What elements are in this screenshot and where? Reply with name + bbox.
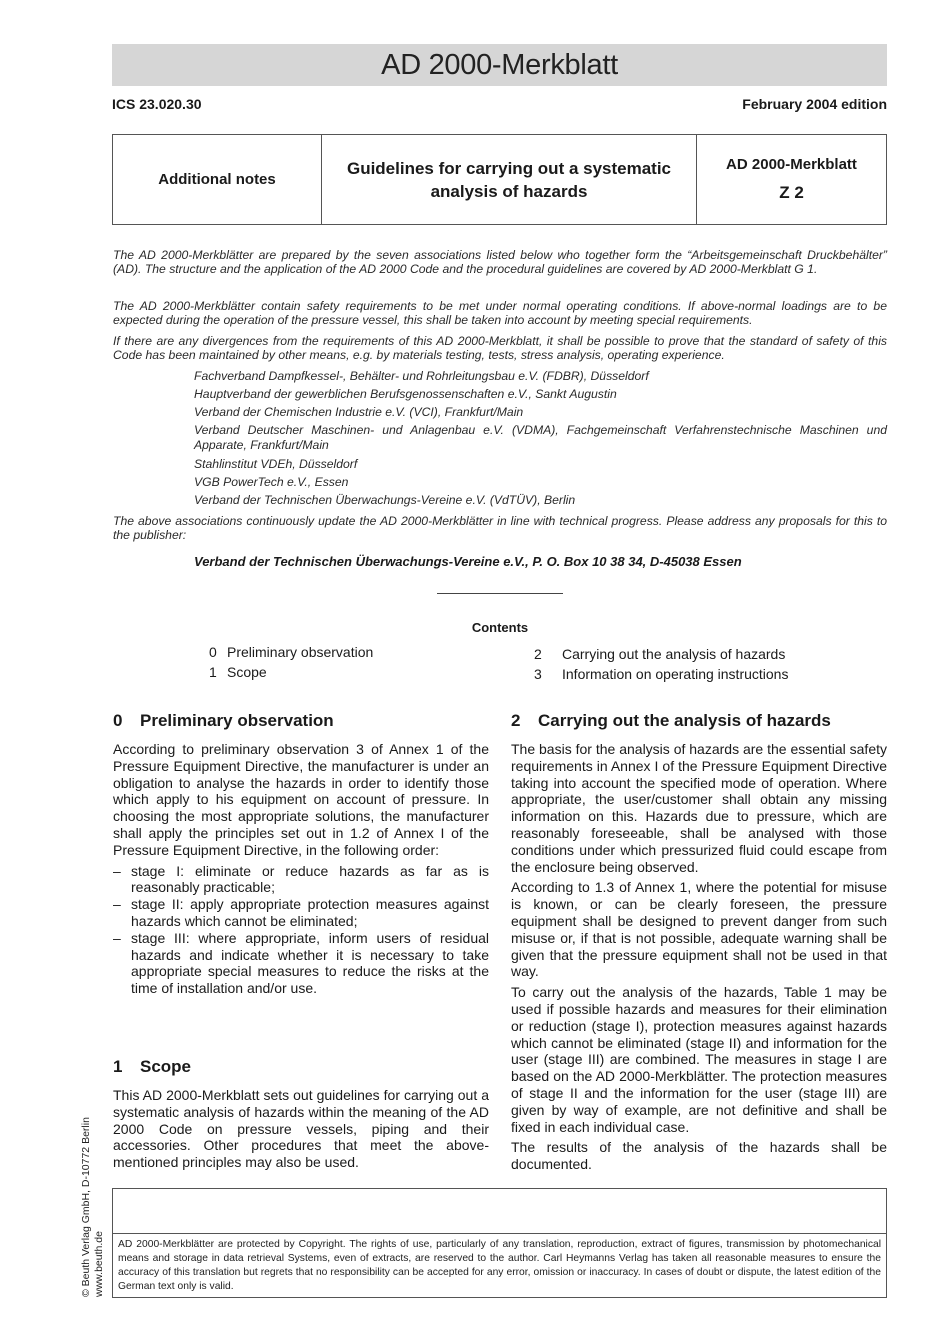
paragraph: To carry out the analysis of the hazards, Table 1 may be used if possible hazards and measures for their elimination or reduction (stage I), protection measures against hazards which cannot be eliminated (stage II) and information for the user (stage III) are combined. The measures in stage I are based on the AD 2000-Merkblätter. The protection measures of stage II and the information for the user (stage III) are given by way of example, are not definitive and shall be fixed in each individual case. bbox=[511, 984, 887, 1135]
paragraph: According to preliminary observation 3 of Annex 1 of the Pressure Equipment Directive, the manufacturer is under an obligation to analyse the hazards in order to identify those which apply to his equipment on account of pressure. In choosing the most appropriate solutions, the manufacturer shall apply the principles set out in 1.2 of Annex I of the Pressure Equipment Directive, in the following order: bbox=[113, 741, 489, 858]
header-code-title: AD 2000-Merkblatt bbox=[726, 156, 857, 173]
association-item: Hauptverband der gewerblichen Berufsgenossenschaften e.V., Sankt Augustin bbox=[194, 387, 617, 401]
toc-item bbox=[209, 642, 373, 662]
toc-number: 1 bbox=[209, 664, 217, 680]
publisher-address: Verband der Technischen Überwachungs-Vereine e.V., P. O. Box 10 38 34, D-45038 Essen bbox=[194, 554, 742, 569]
toc-label: Preliminary observation bbox=[227, 644, 374, 660]
list-item: – stage I: eliminate or reduce hazards as far as is reasonably practicable; bbox=[113, 863, 489, 897]
toc-item bbox=[209, 662, 267, 682]
header-code: Z 2 bbox=[779, 183, 804, 202]
toc-item bbox=[534, 664, 788, 684]
header-category: Additional notes bbox=[113, 135, 322, 224]
header-subject: Guidelines for carrying out a systematic analysis of hazards bbox=[322, 135, 697, 224]
divider bbox=[437, 593, 563, 594]
paragraph: The results of the analysis of the hazards shall be documented. bbox=[511, 1139, 887, 1173]
section-heading bbox=[113, 711, 334, 731]
intro-paragraph: The AD 2000-Merkblätter are prepared by the seven associations listed below who together form the “Arbeitsgemeinschaft Druckbehälter” (AD). The structure and the application of the AD 2000 Code and the procedural guidelines are covered by AD 2000-Merkblatt G 1. bbox=[113, 248, 887, 277]
toc-label: Information on operating instructions bbox=[562, 666, 789, 682]
list-item: – stage III: where appropriate, inform users of residual hazards and indicate whether it is necessary to take appropriate special measures to reduce the risks at the time of installation and/or use. bbox=[113, 930, 489, 997]
title-bar bbox=[112, 44, 887, 86]
section-heading bbox=[113, 1057, 191, 1077]
header-code-cell bbox=[697, 135, 886, 224]
association-item: Verband der Chemischen Industrie e.V. (VCI), Frankfurt/Main bbox=[194, 405, 524, 419]
association-item: Verband Deutscher Maschinen- und Anlagenbau e.V. (VDMA), Fachgemeinschaft Verfahrenstechnische Maschinen und Apparate, Frankfurt/Main bbox=[194, 423, 887, 452]
section-number: 1 bbox=[113, 1057, 123, 1076]
section-body bbox=[113, 1087, 489, 1175]
section-number: 2 bbox=[511, 711, 521, 730]
toc-item bbox=[534, 644, 785, 664]
toc-label: Scope bbox=[227, 664, 267, 680]
contents-title: Contents bbox=[471, 620, 529, 635]
list-item: – stage II: apply appropriate protection measures against hazards which cannot be eliminated; bbox=[113, 896, 489, 930]
publisher-website: www.beuth.de bbox=[93, 1231, 105, 1297]
stage-list bbox=[113, 863, 489, 997]
section-title: Carrying out the analysis of hazards bbox=[538, 711, 831, 730]
association-item: Stahlinstitut VDEh, Düsseldorf bbox=[194, 457, 358, 471]
publisher-sidebar bbox=[80, 1117, 106, 1297]
intro-paragraph: The AD 2000-Merkblätter contain safety requirements to be met under normal operating conditions. If above-normal loadings are to be expected during the operation of the pressure vessel, this shall be taken into account by meeting special requirements. bbox=[113, 299, 887, 328]
section-body bbox=[113, 741, 489, 997]
update-note: The above associations continuously update the AD 2000-Merkblätter in line with technical progress. Please address any proposals for this to the publisher: bbox=[113, 514, 887, 543]
paragraph: According to 1.3 of Annex 1, where the potential for misuse is known, or can be clearly foreseen, the pressure equipment shall be designed to prevent danger from such misuse or, if that is not possible, adequate warning shall be given that the pressure equipment shall not be used in that way. bbox=[511, 879, 887, 980]
paragraph: The basis for the analysis of hazards are the essential safety requirements in Annex I of the Pressure Equipment Directive taking into account the specified mode of operation. Where appropriate, the user/customer shall obtain any missing information on this. Hazards due to pressure, which are reasonably foreseeable, shall be analysed with those conditions under which pressurized fluid could escape from the enclosure being observed. bbox=[511, 741, 887, 875]
toc-number: 0 bbox=[209, 644, 217, 660]
toc-number: 3 bbox=[534, 666, 542, 682]
section-title: Scope bbox=[140, 1057, 192, 1076]
toc-label: Carrying out the analysis of hazards bbox=[562, 646, 786, 662]
section-heading bbox=[511, 711, 831, 731]
section-title: Preliminary observation bbox=[140, 711, 334, 730]
paragraph: This AD 2000-Merkblatt sets out guidelines for carrying out a systematic analysis of hazards within the meaning of the AD 2000 Code on pressure vessels, piping and their accessories. Other procedures that meet the above-mentioned principles may also be used. bbox=[113, 1087, 489, 1171]
section-number: 0 bbox=[113, 711, 123, 730]
toc-number: 2 bbox=[534, 646, 542, 662]
association-item: Verband der Technischen Überwachungs-Vereine e.V. (VdTÜV), Berlin bbox=[194, 493, 576, 507]
document-title: AD 2000-Merkblatt bbox=[381, 48, 618, 81]
publisher-credit: © Beuth Verlag GmbH, D-10772 Berlin bbox=[80, 1117, 92, 1297]
copyright-text: AD 2000-Merkblätter are protected by Copyright. The rights of use, particularly of any translation, reproduction, extract of figures, transmission by photomechanical means and storage in data retrieval Systems, even of extracts, are reserved to the author. Carl Heymanns Verlag has taken all reasonable measures to ensure the accuracy of this translation but regrets that no responsibility can be accepted for any error, omission or inaccuracy. In cases of doubt or dispute, the latest edition of the German text only is valid. bbox=[113, 1233, 886, 1298]
ics-code: ICS 23.020.30 bbox=[112, 96, 202, 112]
copyright-box bbox=[112, 1188, 887, 1298]
intro-paragraph: If there are any divergences from the requirements of this AD 2000-Merkblatt, it shall be possible to prove that the standard of safety of this Code has been maintained by other means, e.g. by materials testing, tests, stress analysis, operating experience. bbox=[113, 334, 887, 363]
section-body bbox=[511, 741, 887, 1177]
header-box bbox=[112, 134, 887, 225]
edition-date: February 2004 edition bbox=[742, 96, 887, 112]
association-item: VGB PowerTech e.V., Essen bbox=[194, 475, 349, 489]
association-item: Fachverband Dampfkessel-, Behälter- und Rohrleitungsbau e.V. (FDBR), Düsseldorf bbox=[194, 369, 649, 383]
